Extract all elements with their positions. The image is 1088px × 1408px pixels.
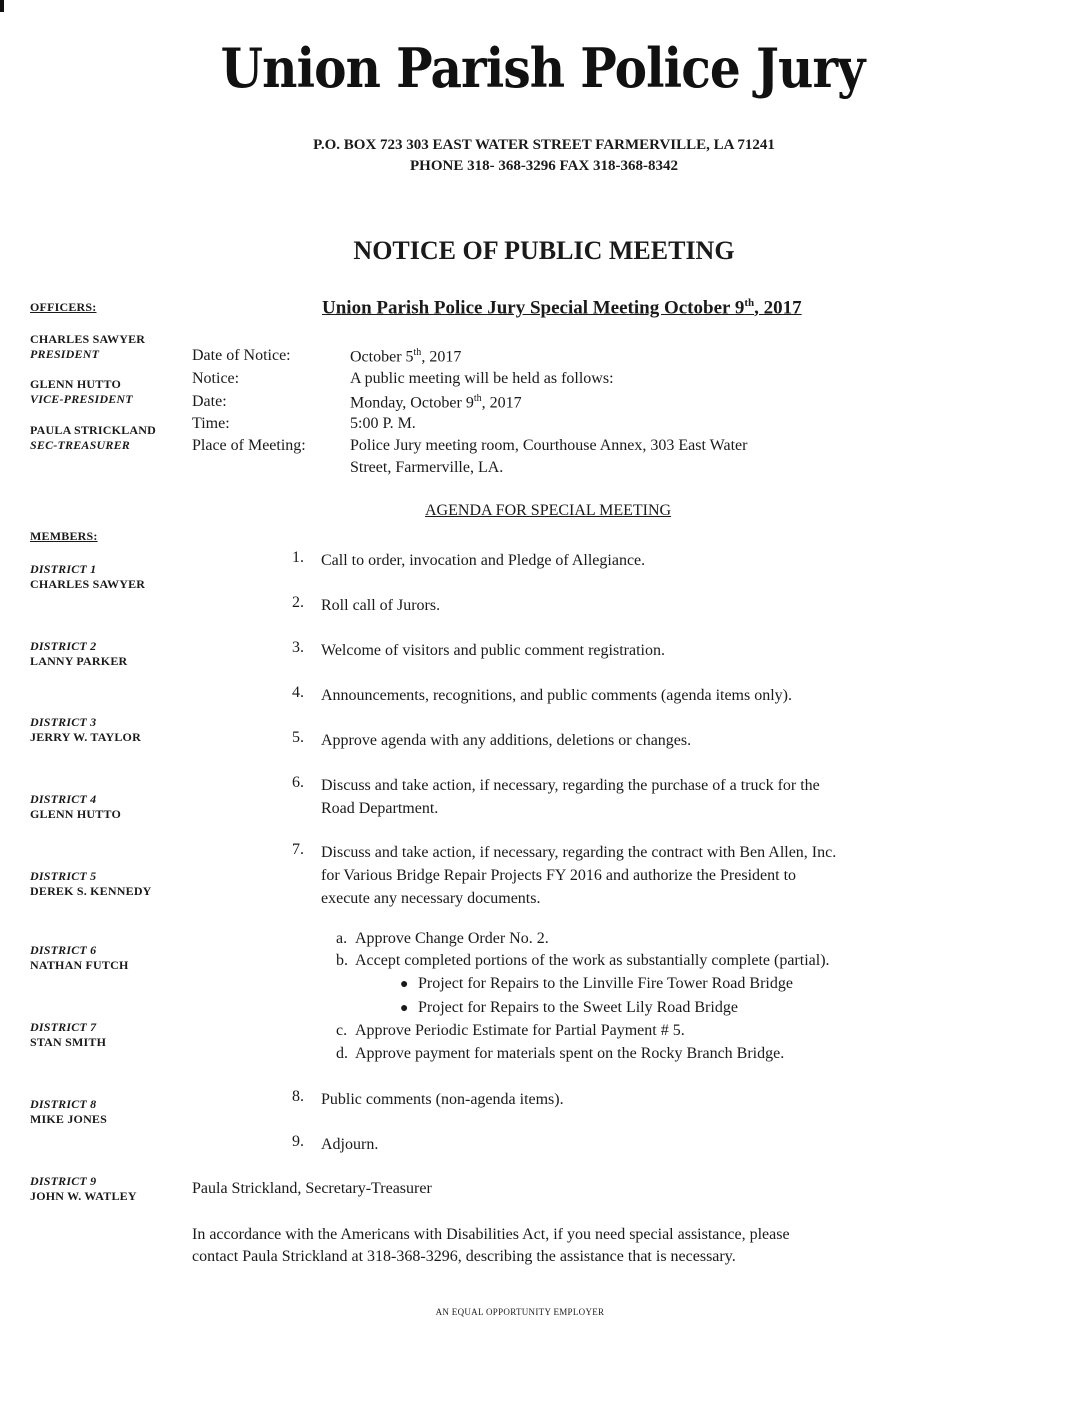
officer-role: PRESIDENT: [30, 347, 100, 361]
org-name: Union Parish Police Jury: [220, 36, 865, 100]
ada-notice-line-2: contact Paula Strickland at 318-368-3296, describing the assistance that is necessary.: [192, 1248, 736, 1265]
member-district-7: DISTRICT 7 STAN SMITH: [30, 1020, 107, 1049]
sub-item-letter: d.: [336, 1045, 348, 1062]
member-district-4: DISTRICT 4 GLENN HUTTO: [30, 792, 121, 821]
notice-value: A public meeting will be held as follows:: [350, 370, 614, 387]
agenda-item: Approve agenda with any additions, deletions or changes.: [321, 732, 692, 749]
officer-1: [30, 332, 145, 362]
officer-name: PAULA STRICKLAND: [30, 423, 156, 437]
officers-header: OFFICERS:: [30, 300, 97, 314]
scan-edge-mark: [0, 0, 4, 12]
agenda-number: 6.: [292, 774, 304, 791]
place-value-line-2: Street, Farmerville, LA.: [350, 459, 504, 476]
officer-name: CHARLES SAWYER: [30, 332, 146, 346]
sub-item: Accept completed portions of the work as substantially complete (partial).: [355, 952, 830, 969]
notice-label: Notice:: [192, 370, 240, 387]
date-value: Monday, October 9th, 2017: [350, 393, 522, 412]
bullet-item: Project for Repairs to the Linville Fire Tower Road Bridge: [418, 975, 793, 992]
date-label: Date:: [192, 393, 227, 410]
agenda-item: Discuss and take action, if necessary, regarding the contract with Ben Allen, Inc. for Various Bridge Repair Projects FY 2016 and authorize the President to execute any necessary documents.: [321, 844, 837, 907]
officer-3: [30, 423, 156, 453]
time-value: 5:00 P. M.: [350, 415, 416, 432]
sub-item-letter: b.: [336, 952, 348, 969]
footer: AN EQUAL OPPORTUNITY EMPLOYER: [435, 1307, 605, 1317]
agenda-number: 2.: [292, 594, 304, 611]
member-district-2: DISTRICT 2 LANNY PARKER: [30, 639, 128, 668]
sub-item-letter: c.: [336, 1022, 348, 1039]
officer-role: SEC-TREASURER: [30, 438, 130, 452]
agenda-number: 4.: [292, 684, 304, 701]
place-label: Place of Meeting:: [192, 437, 306, 454]
date-of-notice-label: Date of Notice:: [192, 347, 291, 364]
officer-role: VICE-PRESIDENT: [30, 392, 133, 406]
agenda-number: 5.: [292, 729, 304, 746]
time-label: Time:: [192, 415, 230, 432]
place-value-line-1: Police Jury meeting room, Courthouse Annex, 303 East Water: [350, 437, 748, 454]
sub-item: Approve payment for materials spent on the Rocky Branch Bridge.: [355, 1045, 785, 1062]
member-district-1: DISTRICT 1 CHARLES SAWYER: [30, 562, 146, 591]
date-of-notice-value: October 5th, 2017: [350, 347, 462, 366]
bullet-icon: ●: [400, 1001, 409, 1016]
sub-item: Approve Periodic Estimate for Partial Payment # 5.: [355, 1022, 685, 1039]
member-district-8: DISTRICT 8 MIKE JONES: [30, 1097, 108, 1126]
sub-item-letter: a.: [336, 930, 348, 947]
members-header: MEMBERS:: [30, 529, 98, 543]
member-district-9: DISTRICT 9 JOHN W. WATLEY: [30, 1174, 137, 1203]
agenda-header: AGENDA FOR SPECIAL MEETING: [425, 502, 672, 519]
agenda-number: 8.: [292, 1088, 304, 1105]
officer-name: GLENN HUTTO: [30, 377, 121, 391]
agenda-item: Welcome of visitors and public comment registration.: [321, 642, 665, 659]
meeting-title: Union Parish Police Jury Special Meeting October 9th, 2017: [322, 297, 802, 319]
agenda-number: 1.: [292, 549, 304, 566]
bullet-icon: ●: [400, 977, 409, 992]
agenda-item: Roll call of Jurors.: [321, 597, 441, 614]
sub-item: Approve Change Order No. 2.: [355, 930, 549, 947]
agenda-item: Announcements, recognitions, and public comments (agenda items only).: [321, 687, 792, 704]
agenda-item: Public comments (non-agenda items).: [321, 1091, 564, 1108]
agenda-number: 9.: [292, 1133, 304, 1150]
ada-notice-line-1: In accordance with the Americans with Disabilities Act, if you need special assistance, please: [192, 1226, 790, 1243]
phone-line: PHONE 318- 368-3296 FAX 318-368-8342: [409, 158, 679, 174]
member-district-6: DISTRICT 6 NATHAN FUTCH: [30, 943, 129, 972]
agenda-number: 7.: [292, 841, 304, 858]
signature: Paula Strickland, Secretary-Treasurer: [192, 1180, 432, 1197]
member-district-3: DISTRICT 3 JERRY W. TAYLOR: [30, 715, 141, 744]
agenda-item: Call to order, invocation and Pledge of Allegiance.: [321, 552, 646, 569]
address-line: P.O. BOX 723 303 EAST WATER STREET FARMERVILLE, LA 71241: [313, 137, 775, 153]
notice-title: NOTICE OF PUBLIC MEETING: [353, 236, 735, 265]
member-district-5: DISTRICT 5 DEREK S. KENNEDY: [30, 869, 152, 898]
agenda-item: Discuss and take action, if necessary, regarding the purchase of a truck for the Road Department.: [321, 777, 820, 817]
bullet-item: Project for Repairs to the Sweet Lily Road Bridge: [418, 999, 738, 1016]
agenda-item: Adjourn.: [321, 1136, 379, 1153]
officer-2: [30, 377, 133, 407]
agenda-number: 3.: [292, 639, 304, 656]
